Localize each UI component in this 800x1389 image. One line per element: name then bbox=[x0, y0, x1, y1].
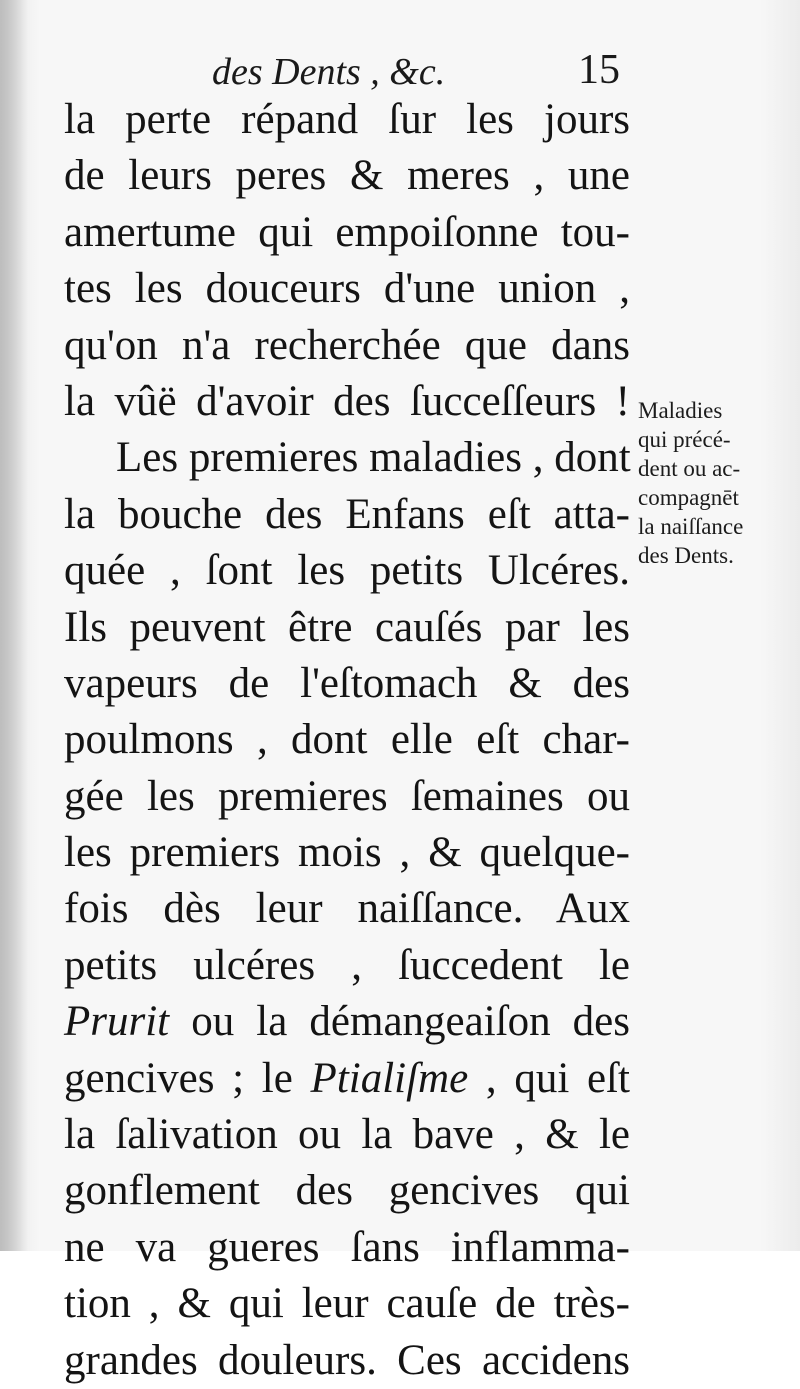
margin-note-line: dent ou ac- bbox=[638, 456, 741, 481]
text-line: gée les premieres ſemaines ou bbox=[64, 772, 630, 820]
text-line: de leurs peres & meres , une bbox=[64, 152, 630, 200]
text-line: Ils peuvent être cauſés par les bbox=[64, 603, 630, 651]
text-span: , qui eſt bbox=[468, 1054, 630, 1102]
text-line: tion , & qui leur cauſe de très- bbox=[64, 1280, 630, 1328]
text-line: grandes douleurs. Ces accidens bbox=[64, 1336, 630, 1384]
margin-note-line: la naiſſance bbox=[638, 514, 744, 539]
italic-term-ptialisme: Ptialiſme bbox=[310, 1054, 469, 1102]
text-line: fois dès leur naiſſance. Aux bbox=[64, 885, 630, 933]
margin-note-line: qui précé- bbox=[638, 427, 731, 452]
text-line-ptialisme bbox=[64, 1051, 630, 1107]
text-line: les premiers mois , & quelque- bbox=[64, 829, 630, 877]
running-title: des Dents , &c. bbox=[212, 51, 446, 93]
page-number: 15 bbox=[578, 47, 620, 93]
text-line: quée , ſont les petits Ulcéres. bbox=[64, 547, 630, 595]
paragraph-start-line: Les premieres maladies , dont bbox=[116, 434, 631, 482]
text-span: ou la démangeaiſon des bbox=[169, 998, 630, 1046]
margin-note-line: Maladies bbox=[638, 398, 723, 423]
text-line: la bouche des Enfans eſt atta- bbox=[64, 490, 630, 538]
text-line: la ſalivation ou la bave , & le bbox=[64, 1111, 630, 1159]
text-line: gonflement des gencives qui bbox=[64, 1167, 630, 1215]
margin-note bbox=[638, 396, 794, 570]
page-gutter-shadow bbox=[0, 0, 28, 1251]
text-line: petits ulcéres , ſuccedent le bbox=[64, 941, 630, 989]
page-header bbox=[212, 46, 632, 98]
text-line: amertume qui empoiſonne tou- bbox=[64, 208, 630, 256]
text-line: ne va gueres ſans inflamma- bbox=[64, 1223, 630, 1271]
margin-note-line: des Dents. bbox=[638, 543, 734, 568]
text-line: la vûë d'avoir des ſucceſſeurs ! bbox=[64, 377, 630, 425]
margin-note-line: compagnēt bbox=[638, 485, 739, 510]
text-line: tes les douceurs d'une union , bbox=[64, 265, 630, 313]
text-line: poulmons , dont elle eſt char- bbox=[64, 716, 630, 764]
italic-term-prurit: Prurit bbox=[64, 998, 170, 1046]
text-line-prurit bbox=[64, 994, 630, 1050]
text-line: la perte répand ſur les jours bbox=[64, 96, 630, 143]
bleed-through-catchword bbox=[82, 1160, 282, 1196]
text-line: vapeurs de l'eſtomach & des bbox=[64, 659, 630, 707]
text-span: gencives ; le bbox=[64, 1054, 311, 1102]
text-line: qu'on n'a recherchée que dans bbox=[64, 321, 630, 369]
